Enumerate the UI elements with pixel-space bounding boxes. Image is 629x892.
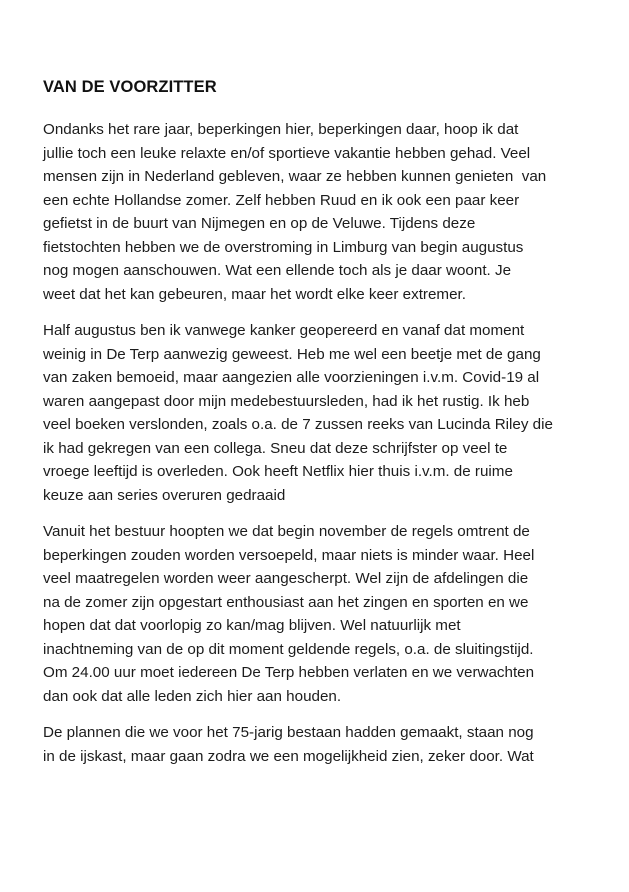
text-line: weinig in De Terp aanwezig geweest. Heb me wel een beetje met de gang (43, 345, 541, 363)
text-line: jullie toch een leuke relaxte en/of sportieve vakantie hebben gehad. Veel (43, 144, 531, 162)
text-line: dan ook dat alle leden zich hier aan houden. (43, 687, 342, 705)
text-line: keuze aan series overuren gedraaid (43, 486, 286, 504)
paragraph-4 (43, 721, 603, 768)
text-line: waren aangepast door mijn medebestuursleden, had ik het rustig. Ik heb (43, 392, 530, 410)
text-line: ik had gekregen van een collega. Sneu dat deze schrijfster op veel te (43, 439, 508, 457)
text-line: Om 24.00 uur moet iedereen De Terp hebben verlaten en we verwachten (43, 664, 535, 681)
text-line: Half augustus ben ik vanwege kanker geopereerd en vanaf dat moment (43, 322, 525, 339)
document-title: VAN DE VOORZITTER (43, 78, 217, 96)
paragraph-2 (43, 319, 603, 507)
text-line: veel boeken verslonden, zoals o.a. de 7 zussen reeks van Lucinda Riley die (43, 416, 553, 433)
text-line: vroege leeftijd is overleden. Ook heeft Netflix hier thuis i.v.m. de ruime (43, 463, 513, 480)
text-line: na de zomer zijn opgestart enthousiast aan het zingen en sporten en we (43, 593, 529, 611)
text-line: mensen zijn in Nederland gebleven, waar ze hebben kunnen genieten van (43, 168, 547, 185)
text-line: Ondanks het rare jaar, beperkingen hier, beperkingen daar, hoop ik dat (43, 121, 519, 138)
text-line: een echte Hollandse zomer. Zelf hebben Ruud en ik ook een paar keer (43, 191, 520, 209)
text-line: veel maatregelen worden weer aangescherpt. Wel zijn de afdelingen die (43, 570, 529, 587)
text-line: weet dat het kan gebeuren, maar het wordt elke keer extremer. (43, 285, 466, 303)
text-line: De plannen die we voor het 75-jarig bestaan hadden gemaakt, staan nog (43, 724, 534, 741)
text-line: van zaken bemoeid, maar aangezien alle voorzieningen i.v.m. Covid-19 al (43, 369, 540, 386)
text-line: gefietst in de buurt van Nijmegen en op de Veluwe. Tijdens deze (43, 215, 476, 232)
text-line: hopen dat dat voorlopig zo kan/mag blijven. Wel natuurlijk met (43, 617, 461, 634)
text-line: Vanuit het bestuur hoopten we dat begin november de regels omtrent de (43, 523, 530, 540)
text-line: inachtneming van de op dit moment geldende regels, o.a. de sluitingstijd. (43, 640, 534, 658)
text-line: nog mogen aanschouwen. Wat een ellende toch als je daar woont. Je (43, 262, 512, 279)
paragraph-1 (43, 118, 603, 306)
text-line: in de ijskast, maar gaan zodra we een mogelijkheid zien, zeker door. Wat (43, 747, 534, 765)
text-line: fietstochten hebben we de overstroming in Limburg van begin augustus (43, 238, 524, 256)
paragraph-3 (43, 520, 603, 708)
text-line: beperkingen zouden worden versoepeld, maar niets is minder waar. Heel (43, 546, 535, 564)
document-page (43, 76, 603, 781)
